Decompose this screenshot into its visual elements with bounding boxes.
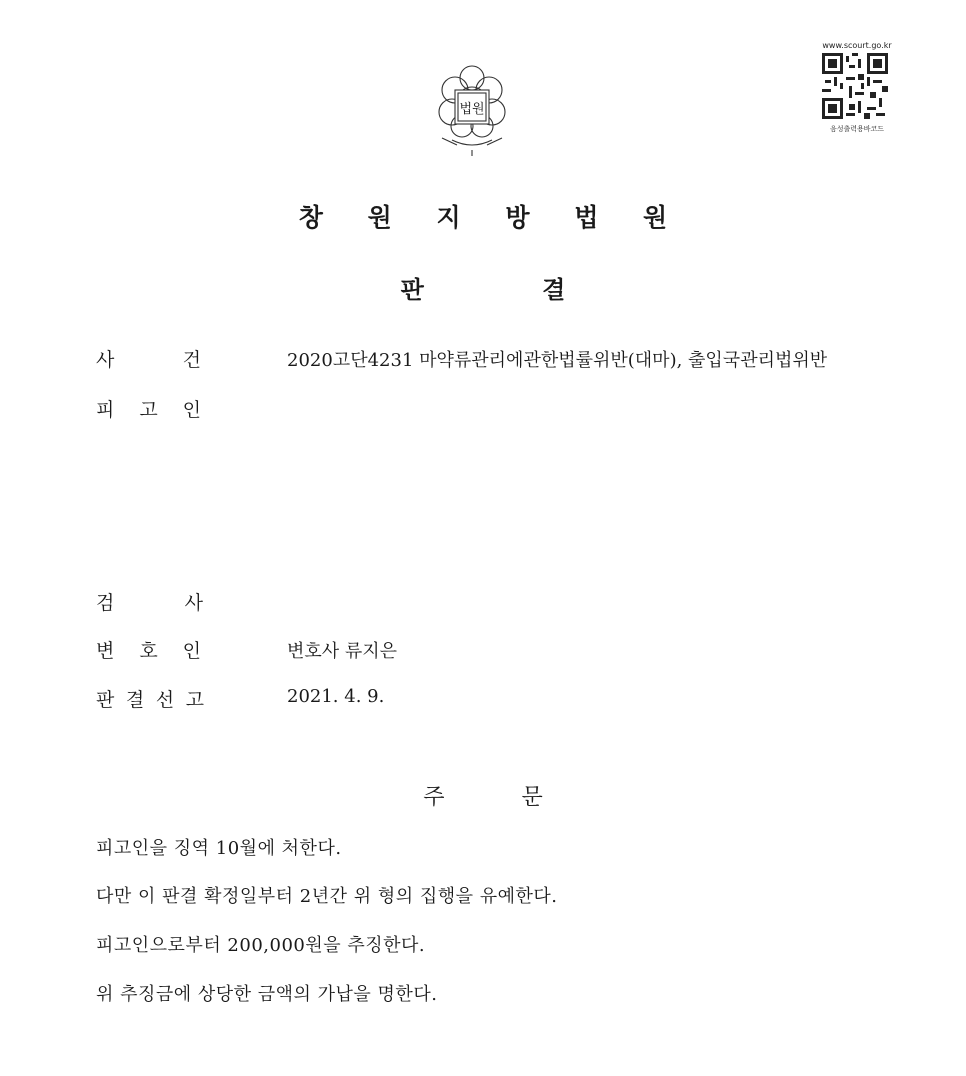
label-char: 고 [185, 689, 204, 711]
label-char: 사 [184, 592, 203, 614]
order-line: 다만 이 판결 확정일부터 2년간 위 형의 집행을 유예한다. [96, 886, 558, 907]
field-value-sentencing-date: 2021. 4. 9. [287, 686, 385, 707]
field-label-sentencing-date [96, 685, 204, 712]
qr-caption: 음성출력용바코드 [829, 125, 885, 133]
order-line: 피고인을 징역 10월에 처한다. [96, 838, 342, 859]
field-value-attorney: 변호사 류지은 [287, 641, 398, 662]
label-char: 호 [139, 640, 158, 662]
label-char: 판 [96, 689, 115, 711]
qr-code-icon [822, 53, 888, 119]
label-char: 인 [182, 640, 201, 662]
court-seal-emblem [422, 50, 522, 160]
order-line: 피고인으로부터 200,000원을 추징한다. [96, 935, 426, 956]
label-char: 피 [96, 399, 115, 421]
document-title: 판 결 [400, 276, 566, 304]
label-char: 결 [125, 689, 145, 711]
field-label-case [96, 345, 201, 372]
label-char: 건 [182, 349, 201, 371]
label-char: 사 [96, 349, 115, 371]
field-value-case: 2020고단4231 마약류관리에관한법률위반(대마), 출입국관리법위반 [287, 350, 828, 371]
field-label-prosecutor [96, 588, 203, 615]
field-label-attorney [96, 636, 201, 663]
seal-text: 법원 [459, 102, 485, 117]
order-title: 주 문 [423, 785, 543, 810]
label-char: 변 [96, 640, 115, 662]
field-label-defendant [96, 395, 201, 422]
label-char: 검 [96, 592, 115, 614]
order-line: 위 추징금에 상당한 금액의 가납을 명한다. [96, 984, 438, 1005]
label-char: 고 [139, 399, 158, 421]
label-char: 인 [182, 399, 201, 421]
court-name: 창 원 지 방 법 원 [298, 203, 686, 232]
qr-url: www.scourt.go.kr [822, 41, 892, 50]
label-char: 선 [155, 689, 175, 711]
